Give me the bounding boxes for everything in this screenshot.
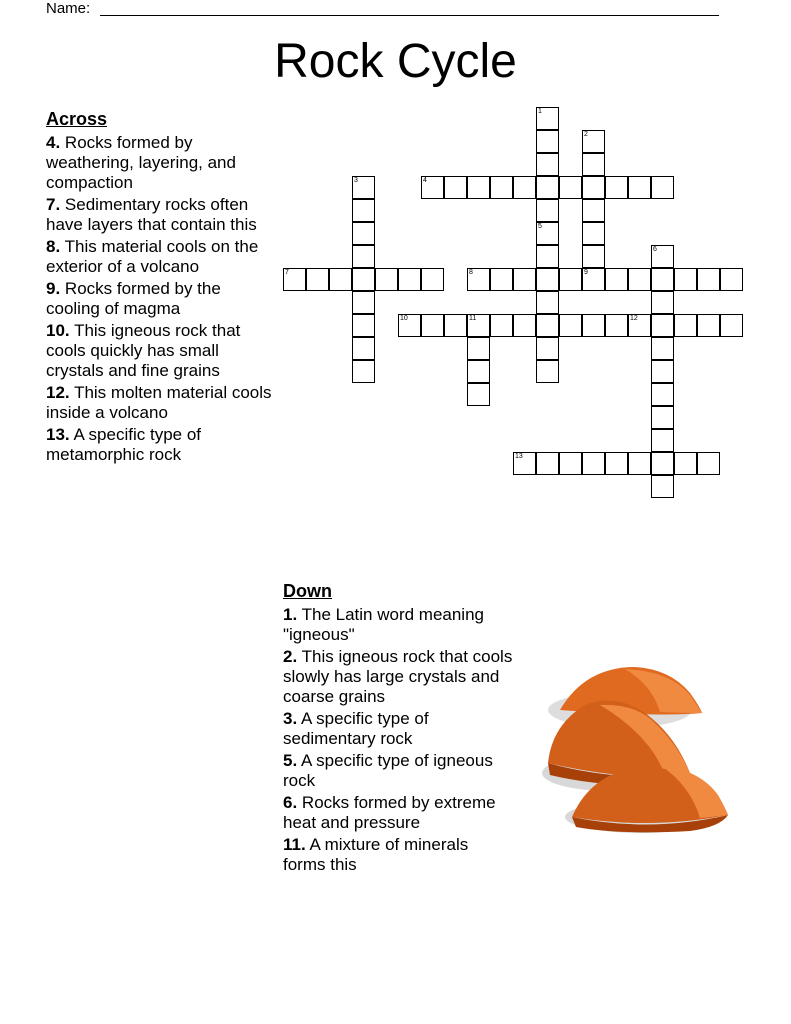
cell-number: 4 [423, 177, 427, 184]
crossword-cell[interactable] [444, 176, 467, 199]
clue-text: This material cools on the exterior of a volcano [46, 237, 259, 276]
clue-across-12 [46, 383, 276, 423]
crossword-cell[interactable] [536, 245, 559, 268]
crossword-cell[interactable] [720, 268, 743, 291]
crossword-cell[interactable] [605, 314, 628, 337]
crossword-cell[interactable] [651, 337, 674, 360]
crossword-cell-12[interactable] [628, 314, 651, 337]
cell-number: 11 [469, 315, 477, 322]
crossword-cell[interactable] [651, 406, 674, 429]
clue-across-7 [46, 195, 276, 235]
crossword-cell[interactable] [628, 452, 651, 475]
crossword-cell[interactable] [582, 176, 605, 199]
crossword-cell[interactable] [375, 268, 398, 291]
crossword-cell[interactable] [490, 176, 513, 199]
cell-number: 3 [354, 177, 358, 184]
clue-number: 4. [46, 133, 61, 152]
clue-down-11 [283, 835, 513, 875]
crossword-cell[interactable] [352, 268, 375, 291]
cell-number: 9 [584, 269, 588, 276]
crossword-cell-9[interactable] [582, 268, 605, 291]
cell-number: 5 [538, 223, 542, 230]
clue-text: A mixture of minerals forms this [283, 835, 469, 874]
clue-text: A specific type of igneous rock [283, 751, 493, 790]
crossword-cell[interactable] [536, 176, 559, 199]
clue-number: 7. [46, 195, 61, 214]
crossword-cell[interactable] [628, 268, 651, 291]
crossword-cell[interactable] [651, 429, 674, 452]
crossword-cell-8[interactable] [467, 268, 490, 291]
clue-down-3 [283, 709, 513, 749]
cell-number: 10 [400, 315, 408, 322]
crossword-cell[interactable] [651, 452, 674, 475]
crossword-cell[interactable] [536, 268, 559, 291]
name-row [46, 0, 90, 17]
clue-number: 3. [283, 709, 298, 728]
crossword-cell[interactable] [674, 268, 697, 291]
crossword-cell[interactable] [467, 360, 490, 383]
cell-number: 8 [469, 269, 473, 276]
clue-text: Rocks formed by weathering, layering, and compaction [46, 133, 236, 192]
clue-text: This igneous rock that cools quickly has small crystals and fine grains [46, 321, 241, 380]
crossword-cell[interactable] [352, 222, 375, 245]
crossword-cell[interactable] [536, 199, 559, 222]
crossword-cell[interactable] [582, 314, 605, 337]
crossword-cell[interactable] [536, 314, 559, 337]
crossword-cell[interactable] [559, 268, 582, 291]
clue-number: 11. [283, 835, 306, 854]
clue-across-4 [46, 133, 276, 193]
crossword-cell[interactable] [536, 153, 559, 176]
clue-across-13 [46, 425, 276, 465]
crossword-cell[interactable] [444, 314, 467, 337]
clue-text: Sedimentary rocks often have layers that contain this [46, 195, 257, 234]
crossword-cell[interactable] [582, 245, 605, 268]
crossword-cell[interactable] [398, 268, 421, 291]
crossword-cell[interactable] [421, 268, 444, 291]
crossword-cell[interactable] [651, 360, 674, 383]
clue-number: 13. [46, 425, 70, 444]
clue-number: 12. [46, 383, 70, 402]
clue-number: 1. [283, 605, 298, 624]
clue-number: 9. [46, 279, 61, 298]
name-label: Name: [46, 0, 91, 17]
clue-down-2 [283, 647, 513, 707]
crossword-cell[interactable] [352, 314, 375, 337]
crossword-cell-5[interactable] [536, 222, 559, 245]
crossword-cell[interactable] [697, 452, 720, 475]
crossword-cell-2[interactable] [582, 130, 605, 153]
clue-text: A specific type of sedimentary rock [283, 709, 429, 748]
crossword-cell-10[interactable] [398, 314, 421, 337]
clue-text: Rocks formed by the cooling of magma [46, 279, 221, 318]
clue-text: Rocks formed by extreme heat and pressure [283, 793, 496, 832]
crossword-cell[interactable] [720, 314, 743, 337]
crossword-cell[interactable] [536, 337, 559, 360]
crossword-cell[interactable] [352, 337, 375, 360]
clue-across-9 [46, 279, 276, 319]
crossword-cell[interactable] [467, 383, 490, 406]
clue-text: A specific type of metamorphic rock [46, 425, 202, 464]
clue-text: This molten material cools inside a volcano [46, 383, 272, 422]
rocks-icon [540, 655, 740, 845]
crossword-cell[interactable] [536, 452, 559, 475]
crossword-cell[interactable] [582, 222, 605, 245]
clue-number: 10. [46, 321, 70, 340]
crossword-cell[interactable] [605, 268, 628, 291]
crossword-cell[interactable] [651, 383, 674, 406]
across-clues [46, 109, 276, 467]
clue-text: The Latin word meaning "igneous" [283, 605, 484, 644]
crossword-cell[interactable] [513, 268, 536, 291]
crossword-cell-13[interactable] [513, 452, 536, 475]
crossword-cell[interactable] [605, 176, 628, 199]
crossword-cell[interactable] [352, 360, 375, 383]
clue-across-8 [46, 237, 276, 277]
cell-number: 13 [515, 453, 523, 460]
page-title: Rock Cycle [274, 35, 517, 88]
down-clues [283, 581, 513, 877]
crossword-cell[interactable] [352, 291, 375, 314]
crossword-cell-7[interactable] [283, 268, 306, 291]
crossword-cell-6[interactable] [651, 245, 674, 268]
clue-number: 6. [283, 793, 298, 812]
crossword-cell[interactable] [513, 314, 536, 337]
clue-down-1 [283, 605, 513, 645]
crossword-cell-11[interactable] [467, 314, 490, 337]
cell-number: 7 [285, 269, 289, 276]
clue-down-6 [283, 793, 513, 833]
across-heading: Across [46, 109, 108, 129]
crossword-cell[interactable] [513, 176, 536, 199]
crossword-cell[interactable] [536, 360, 559, 383]
crossword-cell[interactable] [651, 176, 674, 199]
crossword-cell[interactable] [628, 176, 651, 199]
clue-number: 8. [46, 237, 61, 256]
crossword-cell[interactable] [467, 176, 490, 199]
crossword-cell[interactable] [467, 337, 490, 360]
crossword-cell[interactable] [490, 314, 513, 337]
crossword-cell-4[interactable] [421, 176, 444, 199]
crossword-cell[interactable] [605, 452, 628, 475]
crossword-cell[interactable] [421, 314, 444, 337]
clue-number: 2. [283, 647, 298, 666]
name-line[interactable] [100, 15, 719, 16]
crossword-cell-3[interactable] [352, 176, 375, 199]
clue-number: 5. [283, 751, 298, 770]
cell-number: 1 [538, 108, 542, 115]
crossword-cell[interactable] [651, 268, 674, 291]
crossword-cell[interactable] [651, 314, 674, 337]
clue-across-10 [46, 321, 276, 381]
clue-down-5 [283, 751, 513, 791]
clue-text: This igneous rock that cools slowly has large crystals and coarse grains [283, 647, 513, 706]
cell-number: 6 [653, 246, 657, 253]
crossword-cell[interactable] [582, 199, 605, 222]
crossword-cell[interactable] [651, 475, 674, 498]
crossword-cell[interactable] [306, 268, 329, 291]
down-heading: Down [283, 581, 332, 601]
crossword-cell[interactable] [559, 176, 582, 199]
cell-number: 12 [630, 315, 638, 322]
crossword-cell[interactable] [651, 291, 674, 314]
crossword-cell[interactable] [582, 452, 605, 475]
crossword-cell-1[interactable] [536, 107, 559, 130]
crossword-cell[interactable] [697, 268, 720, 291]
crossword-cell[interactable] [352, 199, 375, 222]
crossword-cell[interactable] [674, 452, 697, 475]
crossword-cell[interactable] [559, 452, 582, 475]
crossword-cell[interactable] [674, 314, 697, 337]
crossword-cell[interactable] [582, 153, 605, 176]
cell-number: 2 [584, 131, 588, 138]
crossword-cell[interactable] [559, 314, 582, 337]
crossword-cell[interactable] [697, 314, 720, 337]
crossword-cell[interactable] [352, 245, 375, 268]
crossword-cell[interactable] [536, 291, 559, 314]
crossword-cell[interactable] [329, 268, 352, 291]
crossword-cell[interactable] [490, 268, 513, 291]
crossword-cell[interactable] [536, 130, 559, 153]
